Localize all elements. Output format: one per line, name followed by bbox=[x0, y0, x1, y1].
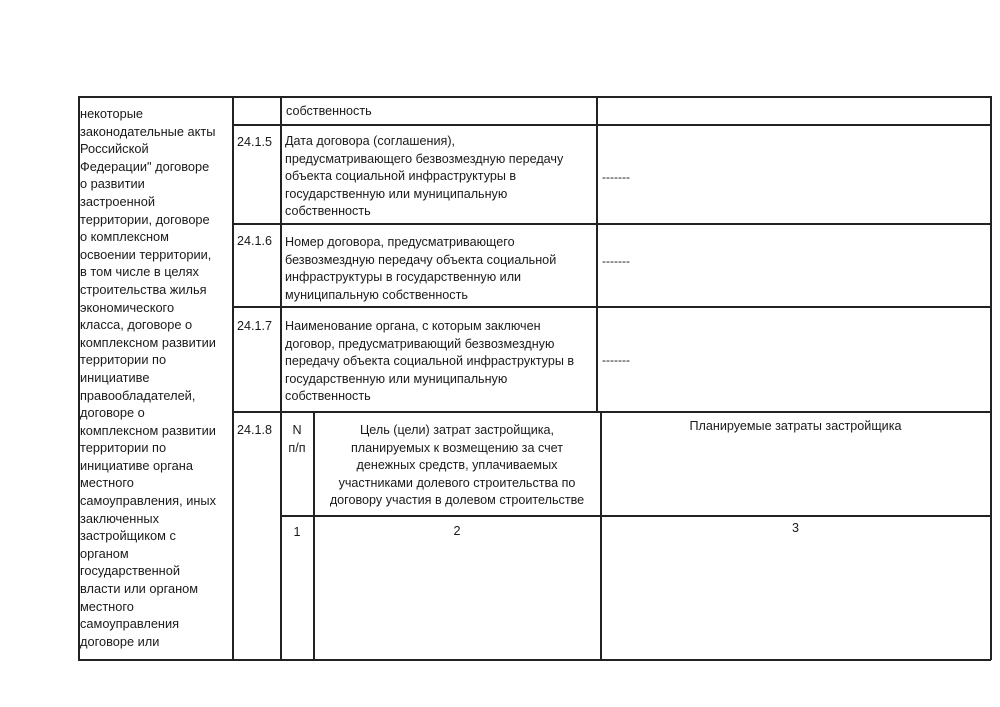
row-description: Дата договора (соглашения), предусматривающего безвозмездную передачу объекта социальной инфраструктуры в государственную или муниципальную собственность bbox=[285, 134, 564, 219]
row-divider bbox=[232, 223, 991, 225]
column-divider bbox=[280, 96, 282, 660]
subtable-header-number: N п/п bbox=[288, 423, 306, 455]
row-divider bbox=[232, 306, 991, 308]
table-bottom-border bbox=[78, 659, 991, 661]
subtable-column-number: 3 bbox=[791, 521, 799, 535]
row-description: Номер договора, предусматривающего безвозмездную передачу объекта социальной инфраструктуры в государственную или муниципальную собственность bbox=[285, 235, 557, 302]
column-divider bbox=[232, 96, 234, 660]
row-value: ------- bbox=[602, 170, 630, 184]
table-top-border bbox=[78, 96, 991, 98]
subtable-column-number: 2 bbox=[453, 524, 461, 538]
row-value: ------- bbox=[602, 254, 630, 268]
row-description: собственность bbox=[286, 104, 372, 118]
row-code: 24.1.6 bbox=[237, 234, 273, 248]
row-code: 24.1.7 bbox=[237, 319, 273, 333]
row-divider bbox=[232, 124, 991, 126]
row-code: 24.1.5 bbox=[237, 135, 273, 149]
subtable-header-costs: Планируемые затраты застройщика bbox=[689, 419, 902, 433]
row-value: ------- bbox=[602, 353, 630, 367]
row-description: Наименование органа, с которым заключен договор, предусматривающий безвозмездную передачу объекта социальной инфраструктуры в государственную или муниципальную собственность bbox=[285, 319, 575, 404]
column-divider bbox=[596, 96, 598, 412]
table-right-border bbox=[990, 96, 992, 660]
subtable-column-number: 1 bbox=[293, 525, 301, 539]
row-code: 24.1.8 bbox=[237, 423, 273, 437]
row-divider bbox=[232, 411, 991, 413]
left-merged-cell-text: некоторые законодательные акты Российской Федерации" договоре о развитии застроенной территории, договоре о комплексном освоении территории, в том числе в целях строительства жилья экономического класса, договоре о комплексном развитии территории по инициативе правообладателей, договоре о комплексном развитии территории по инициативе органа местного самоуправления, иных заключенных застройщиком с органом государственной власти или органом местного самоуправления договоре или bbox=[80, 106, 217, 649]
subtable-header-divider bbox=[281, 515, 991, 517]
subtable-header-purpose: Цель (цели) затрат застройщика, планируемых к возмещению за счет денежных средств, уплачиваемых участниками долевого строительства по договору участия в долевом строительстве bbox=[329, 423, 585, 508]
